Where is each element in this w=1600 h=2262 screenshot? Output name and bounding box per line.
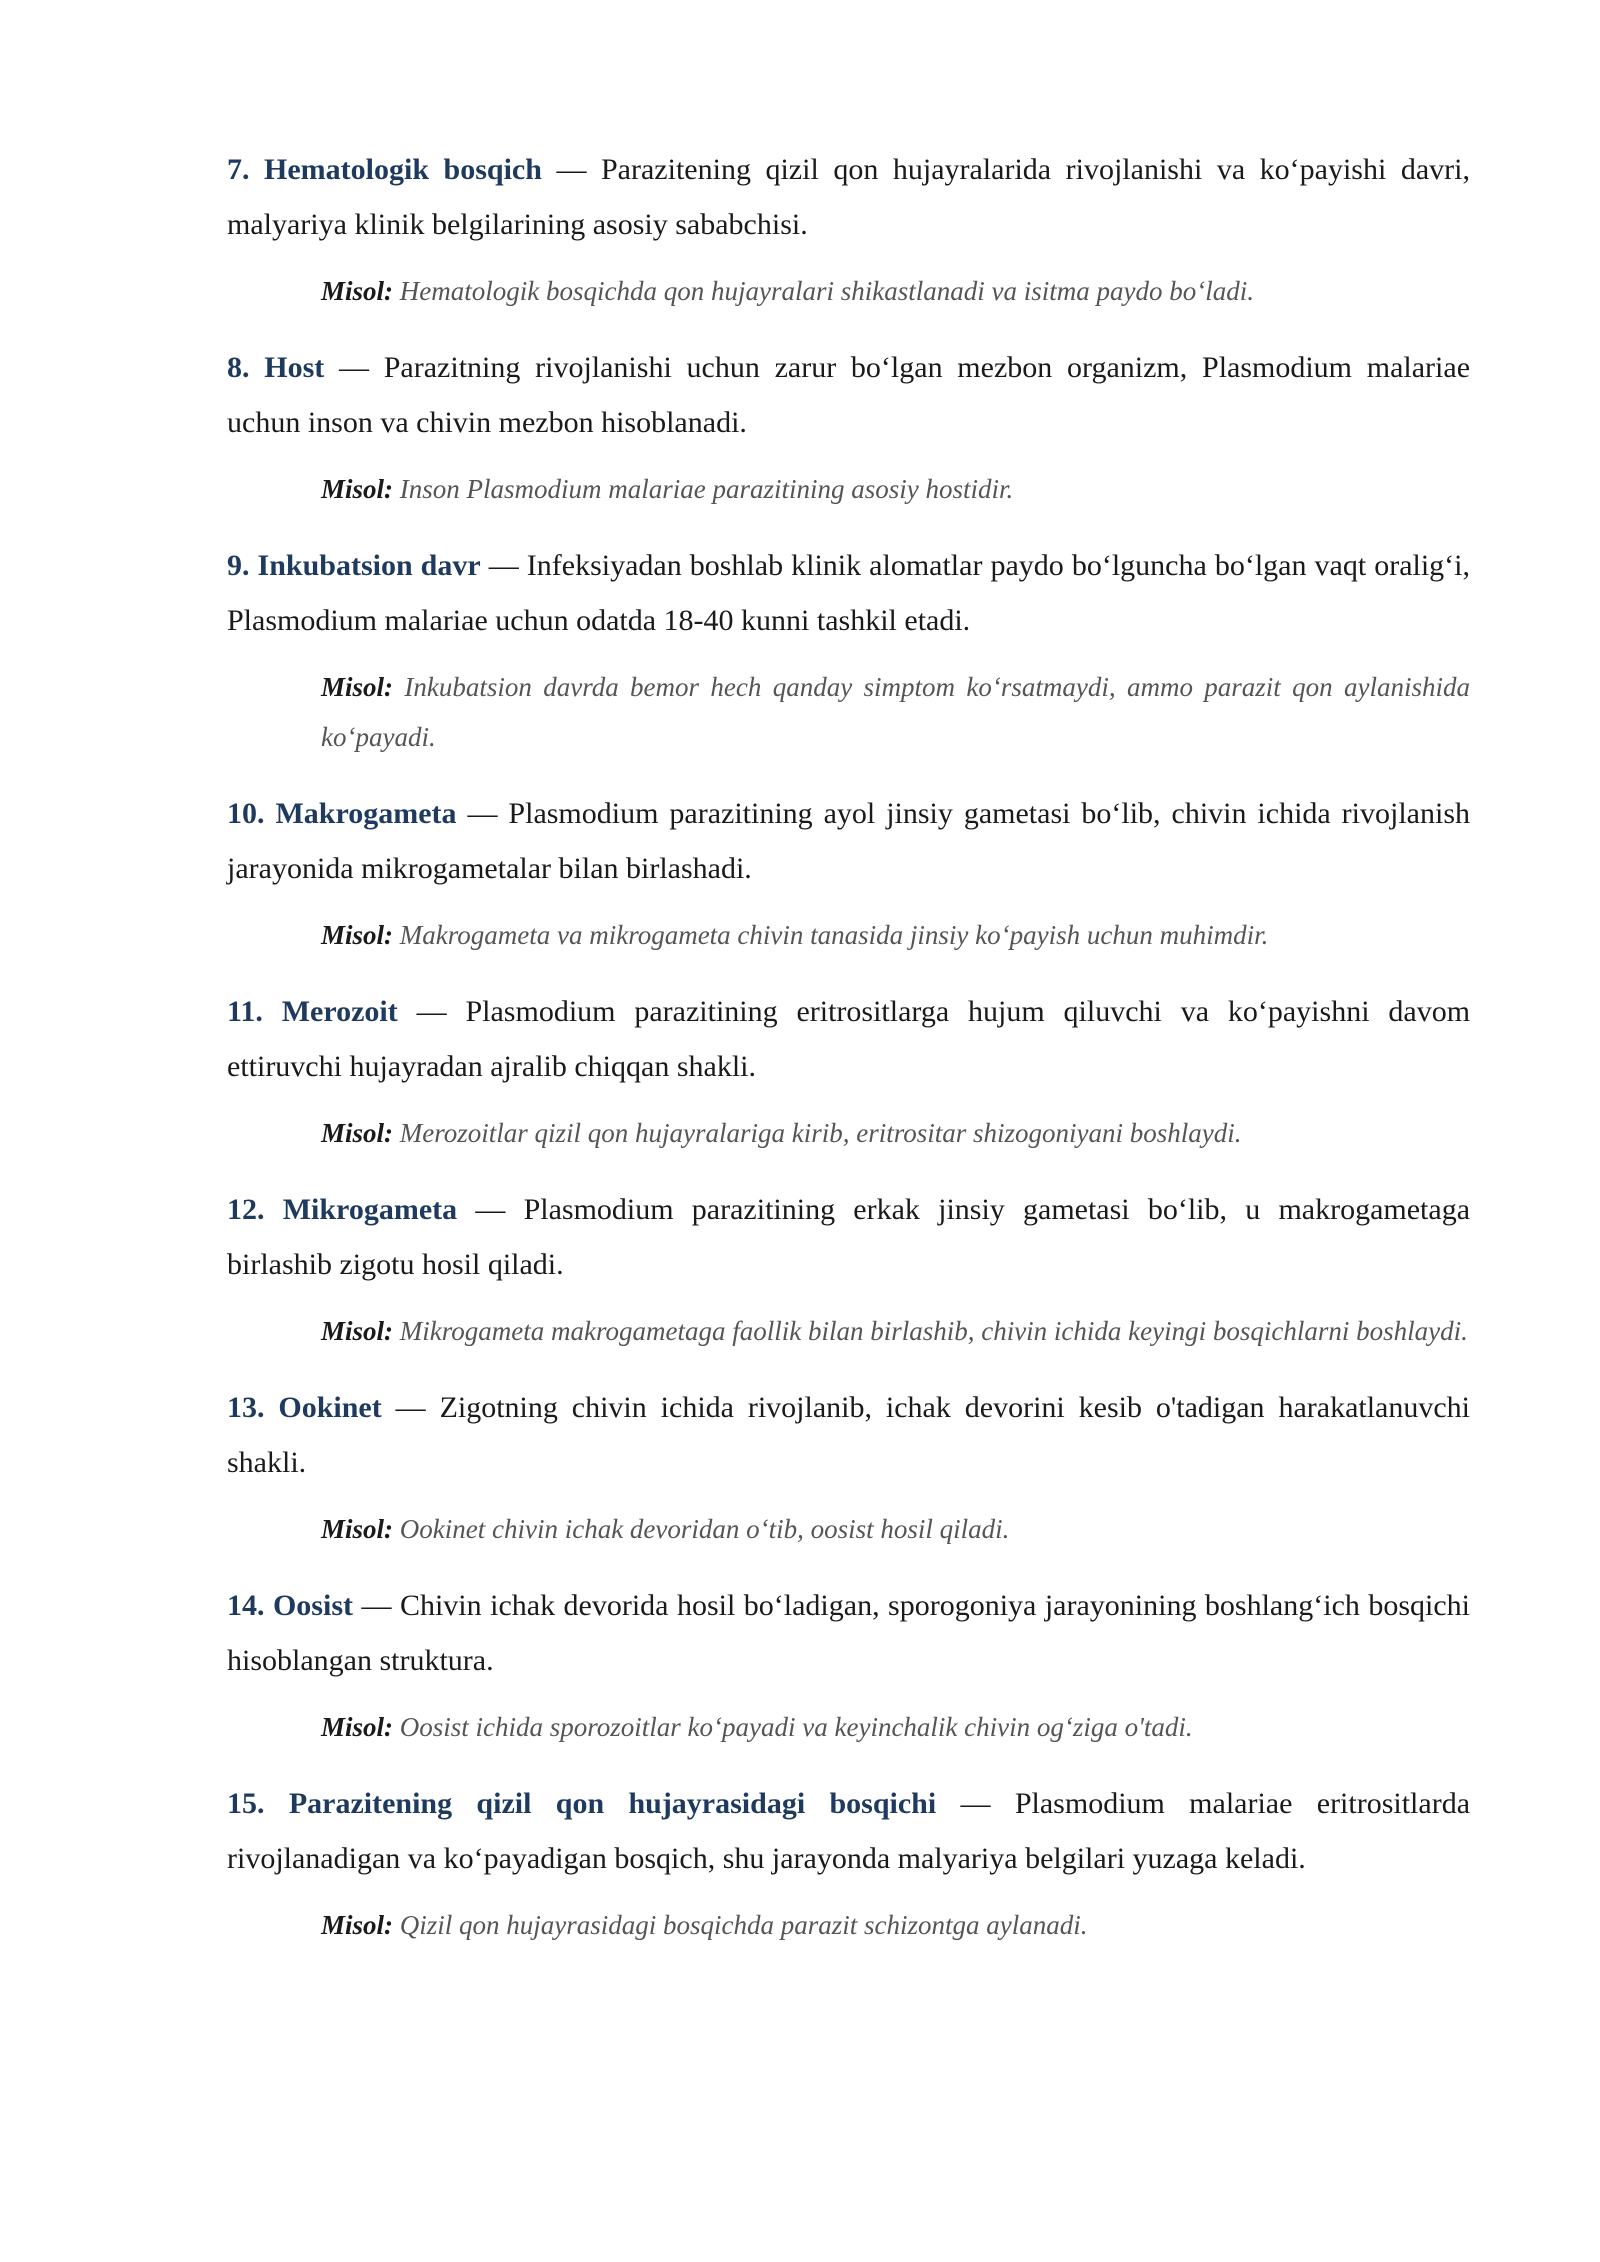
definition-text: Plasmodium parazitining erkak jinsiy gametasi bo‘lib, u makrogametaga birlashib zigotu hosil qiladi.: [227, 1193, 1471, 1281]
term-heading: 9. Inkubatsion davr: [227, 549, 481, 582]
example-label: Misol:: [321, 920, 394, 950]
em-dash: —: [339, 351, 369, 384]
definition-paragraph: [227, 1380, 1470, 1490]
term-heading: 7. Hematologik bosqich: [227, 153, 542, 186]
em-dash: —: [361, 1589, 392, 1622]
example-text: Qizil qon hujayrasidagi bosqichda parazit schizontga aylanadi.: [399, 1910, 1088, 1940]
glossary-entry: [227, 340, 1470, 514]
example-paragraph: [321, 1504, 1470, 1554]
em-dash: —: [416, 995, 447, 1028]
definition-text: Plasmodium malariae eritrositlarda rivojlanadigan va ko‘payadigan bosqich, shu jarayonda malyariya belgilari yuzaga keladi.: [227, 1787, 1471, 1875]
em-dash: —: [960, 1787, 991, 1820]
example-label: Misol:: [321, 1910, 394, 1940]
example-text: Ookinet chivin ichak devoridan o‘tib, oosist hosil qiladi.: [399, 1514, 1010, 1544]
example-paragraph: [321, 1900, 1470, 1950]
definition-text: Chivin ichak devorida hosil bo‘ladigan, sporogoniya jarayonining boshlang‘ich bosqichi hisoblangan struktura.: [227, 1589, 1471, 1677]
em-dash: —: [395, 1391, 426, 1424]
glossary-entry: [227, 538, 1470, 762]
example-paragraph: [321, 464, 1470, 514]
example-text: Merozoitlar qizil qon hujayralariga kirib, eritrositar shizogoniyani boshlaydi.: [399, 1118, 1242, 1148]
term-heading: 11. Merozoit: [227, 995, 398, 1028]
em-dash: —: [467, 797, 498, 830]
term-heading: 10. Makrogameta: [227, 797, 457, 830]
definition-text: Infeksiyadan boshlab klinik alomatlar paydo bo‘lguncha bo‘lgan vaqt oralig‘i, Plasmodium malariae uchun odatda 18-40 kunni tashkil etadi.: [227, 549, 1471, 637]
definition-text: Plasmodium parazitining ayol jinsiy gametasi bo‘lib, chivin ichida rivojlanish jarayonida mikrogametalar bilan birlashadi.: [227, 797, 1471, 885]
example-label: Misol:: [321, 672, 394, 702]
glossary-entry: [227, 1578, 1470, 1752]
definition-text: Parazitning rivojlanishi uchun zarur bo‘lgan mezbon organizm, Plasmodium malariae uchun inson va chivin mezbon hisoblanadi.: [227, 351, 1471, 439]
example-text: Inkubatsion davrda bemor hech qanday simptom ko‘rsatmaydi, ammo parazit qon aylanishida ko‘payadi.: [321, 672, 1470, 752]
definition-paragraph: [227, 1776, 1470, 1886]
term-heading: 15. Parazitening qizil qon hujayrasidagi bosqichi: [227, 1787, 937, 1820]
definition-paragraph: [227, 786, 1470, 896]
definition-paragraph: [227, 340, 1470, 450]
example-text: Oosist ichida sporozoitlar ko‘payadi va keyinchalik chivin og‘ziga o'tadi.: [399, 1712, 1193, 1742]
example-paragraph: [321, 910, 1470, 960]
glossary-entry: [227, 1380, 1470, 1554]
term-heading: 13. Ookinet: [227, 1391, 382, 1424]
example-label: Misol:: [321, 1316, 394, 1346]
definition-paragraph: [227, 538, 1470, 648]
example-label: Misol:: [321, 474, 394, 504]
example-paragraph: [321, 662, 1470, 762]
term-heading: 12. Mikrogameta: [227, 1193, 458, 1226]
definition-text: Parazitening qizil qon hujayralarida rivojlanishi va ko‘payishi davri, malyariya klinik belgilarining asosiy sababchisi.: [227, 153, 1470, 241]
term-heading: 8. Host: [227, 351, 325, 384]
glossary-entry: [227, 984, 1470, 1158]
example-label: Misol:: [321, 1712, 394, 1742]
example-label: Misol:: [321, 1514, 394, 1544]
glossary-entry: [227, 1776, 1470, 1950]
example-label: Misol:: [321, 276, 394, 306]
glossary-entry: [227, 786, 1470, 960]
em-dash: —: [488, 549, 519, 582]
document-page: [227, 142, 1470, 1974]
definition-paragraph: [227, 1182, 1470, 1292]
em-dash: —: [556, 153, 587, 186]
example-text: Makrogameta va mikrogameta chivin tanasida jinsiy ko‘payish uchun muhimdir.: [399, 920, 1269, 950]
definition-paragraph: [227, 984, 1470, 1094]
example-label: Misol:: [321, 1118, 394, 1148]
example-paragraph: [321, 1108, 1470, 1158]
definition-text: Zigotning chivin ichida rivojlanib, ichak devorini kesib o'tadigan harakatlanuvchi shakli.: [227, 1391, 1471, 1479]
example-paragraph: [321, 1702, 1470, 1752]
definition-paragraph: [227, 142, 1470, 252]
example-paragraph: [321, 1306, 1470, 1356]
em-dash: —: [475, 1193, 506, 1226]
example-text: Mikrogameta makrogametaga faollik bilan birlashib, chivin ichida keyingi bosqichlarni boshlaydi.: [399, 1316, 1468, 1346]
example-paragraph: [321, 266, 1470, 316]
example-text: Inson Plasmodium malariae parazitining asosiy hostidir.: [399, 474, 1014, 504]
definition-text: Plasmodium parazitining eritrositlarga hujum qiluvchi va ko‘payishni davom ettiruvchi hujayradan ajralib chiqqan shakli.: [227, 995, 1471, 1083]
example-text: Hematologik bosqichda qon hujayralari shikastlanadi va isitma paydo bo‘ladi.: [399, 276, 1254, 306]
glossary-entry: [227, 142, 1470, 316]
definition-paragraph: [227, 1578, 1470, 1688]
term-heading: 14. Oosist: [227, 1589, 353, 1622]
glossary-entry: [227, 1182, 1470, 1356]
